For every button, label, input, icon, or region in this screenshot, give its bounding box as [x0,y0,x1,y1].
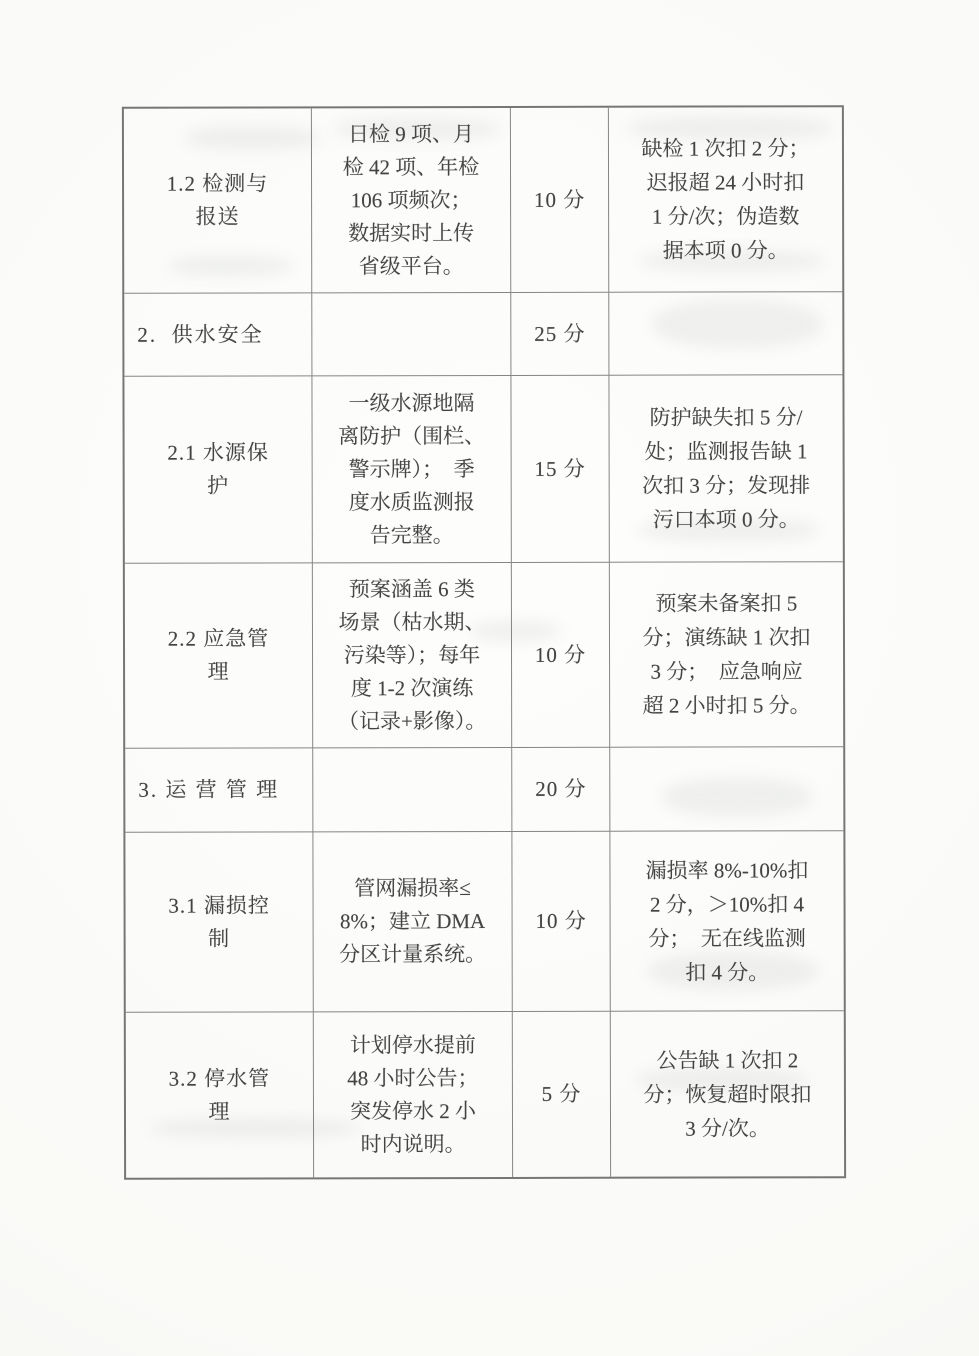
score-cell: 20 分 [512,748,610,832]
deduction-cell: 预案未备案扣 5 分；演练缺 1 次扣 3 分； 应急响应 超 2 小时扣 5 分。 [610,562,843,747]
item-cell: 1.2 检测与 报送 [124,108,312,293]
score-cell: 25 分 [511,293,609,376]
deduction-cell: 公告缺 1 次扣 2 分；恢复超时限扣 3 分/次。 [643,1047,812,1141]
deduction-cell: 缺检 1 次扣 2 分； 迟报超 24 小时扣 1 分/次；伪造数 据本项 0 分。 [609,107,842,292]
item-cell: 2.1 水源保 护 [124,376,312,563]
score-cell: 15 分 [511,376,609,563]
standard-cell [312,293,511,376]
deduction-cell: 漏损率 8%-10%扣 2 分，＞10%扣 4 分； 无在线监测 扣 4 分。 [610,831,843,1011]
score-cell: 10 分 [512,832,610,1012]
standard-cell: 预案涵盖 6 类 场景（枯水期、 污染等）；每年 度 1-2 次演练 （记录+影像）。 [313,563,512,748]
item-cell: 3.1 漏损控 制 [125,832,313,1012]
standard-cell: 日检 9 项、月 检 42 项、年检 106 项频次； 数据实时上传 省级平台。 [312,108,511,293]
standard-cell: 计划停水提前 48 小时公告； 突发停水 2 小 时内说明。 [314,1012,513,1177]
category-item-cell: 3. 运 营 管 理 [125,748,313,832]
category-item-cell: 2. 供水安全 [124,293,312,376]
standard-cell: 管网漏损率≤ 8%；建立 DMA 分区计量系统。 [313,832,512,1012]
standard-cell: 一级水源地隔 离防护（围栏、 警示牌）； 季 度水质监测报 告完整。 [312,376,511,563]
standard-cell [313,748,512,832]
deduction-cell [609,292,842,375]
item-cell: 3.2 停水管 理 [126,1012,314,1177]
score-cell: 5 分 [513,1012,611,1177]
assessment-table [122,105,846,1180]
score-cell: 10 分 [511,108,609,293]
deduction-cell [610,747,843,831]
deduction-cell: 防护缺失扣 5 分/ 处；监测报告缺 1 次扣 3 分；发现排 污口本项 0 分。 [609,375,842,562]
item-cell: 2.2 应急管 理 [125,563,313,748]
score-cell: 10 分 [512,563,610,748]
